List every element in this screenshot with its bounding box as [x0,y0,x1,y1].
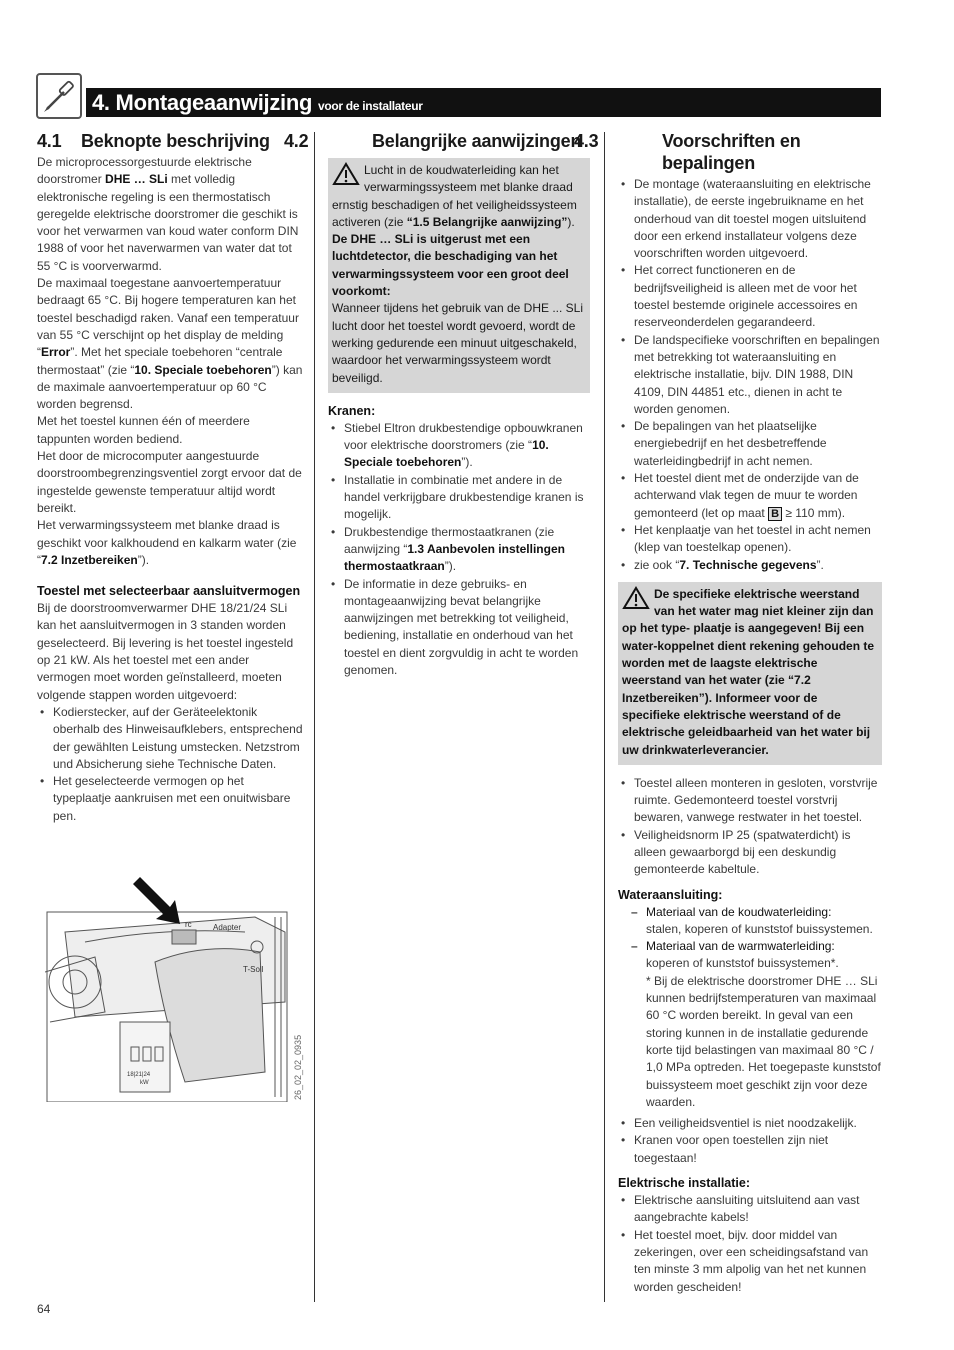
list-item: • Het kenplaatje van het toestel in acht nemen (klep van toestelkap openen). [634,522,882,557]
section-4-3-heading: 4.3 Voorschriften en bepalingen [574,131,801,173]
section-subtitle: voor de installateur [317,99,423,113]
svg-text:kW: kW [140,1080,149,1086]
subheading: Wateraansluiting: [618,887,723,902]
section-header-bar [86,88,881,117]
list-item: • Installatie in combinatie met andere in de handel verkrijgbare drukbestendige kranen is mogelijk. [344,472,590,524]
list-item: – Materiaal van de warmwaterleiding: koperen of kunststof buissystemen*. [646,938,882,973]
list-item: • Stiebel Eltron drukbestendige opbouwkranen voor elektrische doorstromers (zie “10. Speciale toebehoren”). [344,420,590,472]
list-item: • Het toestel dient met de onderzijde van de achterwand vlak tegen de muur te worden gemonteerd (let op maat B ≥ 110 mm). [634,470,882,522]
column-divider [314,132,315,1302]
bullet-list [328,420,590,679]
list-item: • Kranen voor open toestellen zijn niet toegestaan! [634,1132,882,1167]
section-4-3 [574,130,882,1296]
paragraph: Met het toestel kunnen één of meerdere tappunten worden bediend. [37,414,250,446]
paragraph: De microprocessorgestuurde elektrische doorstromer DHE … SLi met volledig elektronische regeling is een thermostatisch geregelde elektrische doorstromer die geschikt is voor het verwarmen van koud water conform DIN 1988 of voor het naverwarmen van water dat tot 55 °C is voorverwarmd. [37,155,299,273]
section-4-2-heading: 4.2 Belangrijke aanwijzingen [284,131,582,151]
list-item: • Drukbestendige thermostaatkranen (zie aanwijzing “1.3 Aanbevolen instellingen thermostaatkraan”). [344,524,590,576]
section-4-1-heading: 4.1 Beknopte beschrijving [37,131,270,151]
list-item: • De informatie in deze gebruiks- en montageaanwijzing bevat belangrijke aanwijzingen met betrekking tot veiligheid, bediening, installatie en onderhoud van het toestel en dient zorgvuldig in acht te worden genomen. [344,576,590,680]
svg-text:rc: rc [185,920,192,929]
warning-triangle-icon [332,162,360,191]
dash-list [618,904,882,973]
warning-box [328,158,590,393]
bullet-list [618,1192,882,1296]
subheading: Elektrische installatie: [618,1176,751,1191]
warning-text: De specifieke elektrische weerstand van het water mag niet kleiner zijn dan op het type- plaatje is aangegeven! Bij een water-koppelnet dient rekening gehouden te worden met de laagste elektrische weerstand van het water (zie “7.2 Inzetbereiken”). Informeer voor de specifieke elektrische weerstand of de elektrische geleidbaarheid van het water bij uw drinkwaterleverancier. [622,586,875,757]
list-item: – Materiaal van de koudwaterleiding: stalen, koperen of kunststof buissystemen. [646,904,882,939]
paragraph: Het door de microcomputer aangestuurde doorstroombegrenzingsventiel zorgt ervoor dat de ingestelde gewenste temperatuur altijd wordt bereikt. [37,449,302,515]
device-illustration [45,872,307,1102]
footnote: * Bij de elektrische doorstromer DHE … SLi kunnen bedrijfstemperaturen van maximaal 60 °C worden bereikt. In geval van een storing kunnen in de installatie gedurende korte tijd belastingen van maximaal 80 °C / 1,0 MPa optreden. Het toegepaste kunststof buissysteem moet geschikt zijn voor deze waarden. [646,973,881,1109]
warning-text: Lucht in de koudwaterleiding kan het verwarmingssysteem met blanke draad ernstig beschadigen of het veiligheidssysteem activeren (zie “1.5 Belangrijke aanwijzing”). [332,163,577,229]
screwdriver-icon [36,73,82,119]
warning-box [618,582,882,765]
section-title: 4. Montageaanwijzing [92,90,313,115]
list-item: • De montage (wateraansluiting en elektrische installatie), de eerste ingebruikname en het onderhoud van dit toestel mogen uitsluitend door een erkend installateur volgens deze voorschriften worden uitgevoerd. [634,176,882,262]
list-item: • Toestel alleen monteren in gesloten, vorstvrije ruimte. Gedemonteerd toestel vorstvrij bewaren, vanwege restwater in het toestel. [634,775,882,827]
list-item: • Het correct functioneren en de bedrijfsveiligheid is alleen met de voor het toestel bestemde originele accessoires en reserveonderdelen gegarandeerd. [634,262,882,331]
warning-triangle-icon [622,586,650,615]
list-item: • Een veiligheidsventiel is niet noodzakelijk. [634,1115,882,1132]
list-item: • Veiligheidsnorm IP 25 (spatwaterdicht) is alleen gewaarborgd bij een deskundig gemonteerde kabeltule. [634,827,882,879]
svg-text:18|21|24: 18|21|24 [127,1072,151,1078]
bullet-list [618,775,882,879]
paragraph: De maximaal toegestane aanvoertemperatuur bedraagt 65 °C. Bij hogere temperaturen kan het toestel beschadigd raken. Vanaf een temperatuur van 55 °C verschijnt op het display de melding “Error”. Met het speciale toebehoren “centrale thermostaat” (zie “10. Speciale toebehoren”) kan de maximale aanvoertemperatuur op 60 °C worden begrensd. [37,276,303,412]
list-item: • De bepalingen van het plaatselijke energiebedrijf en het desbetreffende waterleidingbedrijf in acht nemen. [634,418,882,470]
page-number: 64 [37,1302,51,1316]
warning-text-bold: De DHE … SLi is uitgerust met een luchtdetector, die beschadiging van het verwarmingssysteem voor een groot deel voorkomt: [332,232,569,299]
section-4-1 [37,130,303,825]
bullet-list [618,1115,882,1167]
list-item: • Het toestel moet, bijv. door middel van zekeringen, over een scheidingsafstand van ten minste 3 mm alpolig van het net kunnen worden gescheiden! [634,1227,882,1296]
bullet-list [37,704,303,825]
list-item: • De landspecifieke voorschriften en bepalingen met betrekking tot wateraansluiting en elektrische installatie, bijv. DIN 1988, DIN 4109, DIN 44851 etc., dienen in acht te worden genomen. [634,332,882,418]
list-item: • Het geselecteerde vermogen op het typeplaatje aankruisen met een onuitwisbare pen. [53,773,303,825]
warning-text: Wanneer tijdens het gebruik van de DHE ... SLi lucht door het toestel wordt gevoerd, wordt de werking gedurende een minuut uitgeschakeld, waardoor het verwarmingssysteem wordt beveiligd. [332,301,584,385]
paragraph: Het verwarmingssysteem met blanke draad is geschikt voor kalkhoudend en kalkarm water (zie “7.2 Inzetbereiken”). [37,518,297,567]
bullet-list [618,176,882,574]
svg-text:Adapter: Adapter [213,923,242,932]
list-item: • zie ook “7. Technische gegevens”. [634,557,882,574]
svg-text:T-Soll: T-Soll [243,965,264,974]
subheading: Toestel met selecteerbaar aansluitvermogen [37,584,301,599]
list-item: • Elektrische aansluiting uitsluitend aan vast aangebrachte kabels! [634,1192,882,1227]
list-item: • Kodierstecker, auf der Geräteelektonik oberhalb des Hinweisaufklebers, entsprechend der gewählten Leistung umstecken. Netzstrom und Absicherung siehe Technische Daten. [53,704,303,773]
column-divider [604,132,605,1302]
subheading: Kranen: [328,403,376,418]
dimension-b-label: B [768,507,782,521]
section-4-2 [284,130,590,679]
figure-label: 26_02_02_0935 [293,1034,303,1100]
paragraph: Bij de doorstroomverwarmer DHE 18/21/24 SLi kan het aansluitvermogen in 3 standen worden geselecteerd. Bij levering is het toestel ingesteld op 21 kW. Als het toestel met een ander vermogen moet worden geïnstalleerd, moeten volgende stappen worden uitgevoerd: [37,601,294,702]
